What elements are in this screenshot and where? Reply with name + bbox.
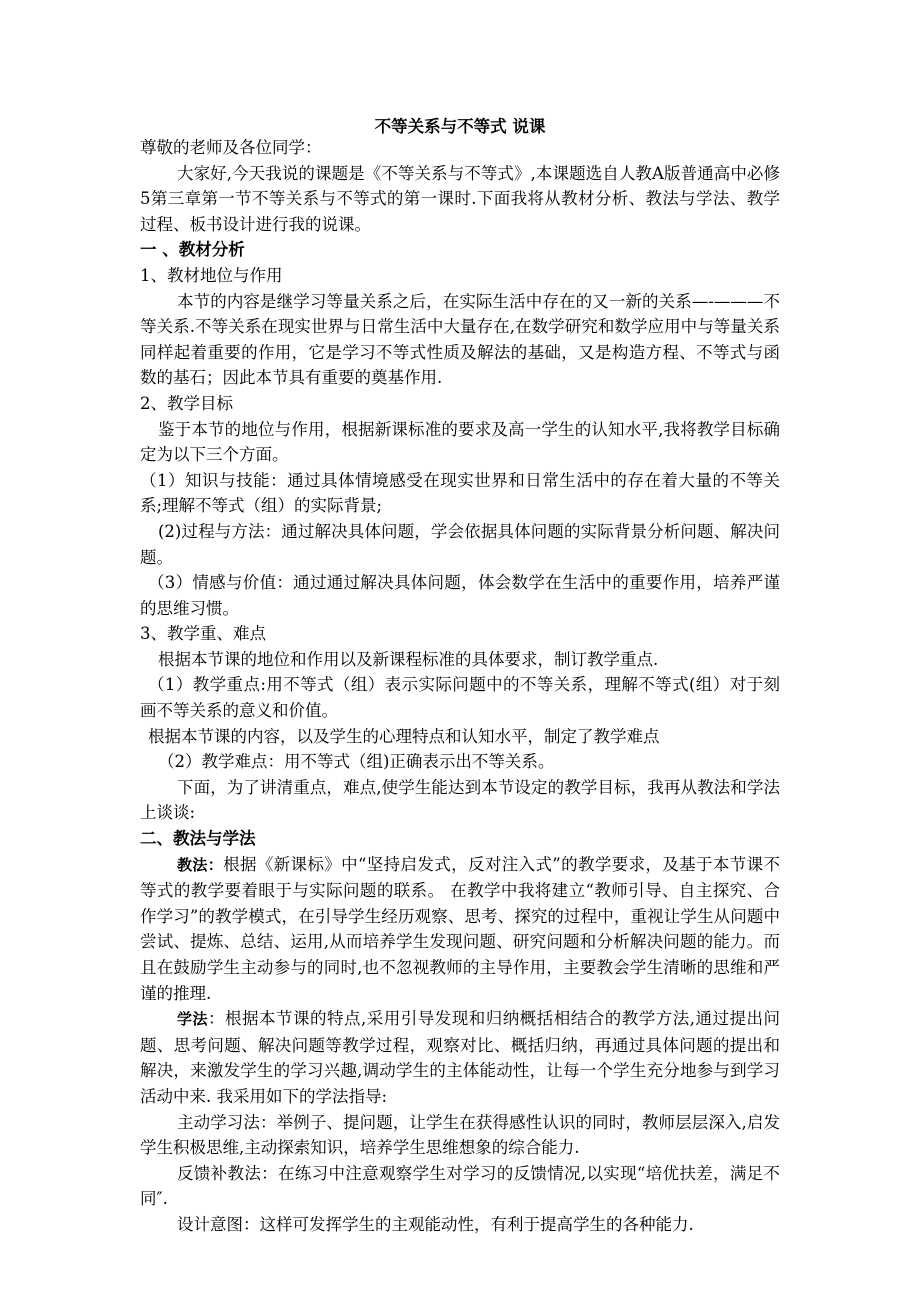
section-heading-2: 二、教法与学法 [140, 829, 256, 849]
subsection-3-text: 根据本节课的地位和作用以及新课程标准的具体要求，制订教学重点. [158, 649, 659, 669]
subsection-heading-3: 3、教学重、难点 [140, 624, 266, 644]
key-point-2: （2）教学难点：用不等式（组)正确表示出不等关系。 [158, 752, 555, 772]
teaching-method-paragraph [140, 852, 780, 1007]
learning-method-paragraph [140, 1006, 780, 1109]
learning-method-label: 学法 [177, 1010, 208, 1029]
section-heading-1-text: 一 、教材分析 [140, 240, 245, 260]
goal-2: (2)过程与方法：通过解决具体问题，学会依据具体问题的实际背景分析问题、解决问题。 [140, 521, 780, 567]
teaching-method-label: 教法： [177, 855, 224, 874]
subsection-3-text-2: 根据本节课的内容，以及学生的心理特点和认知水平，制定了教学难点 [148, 726, 660, 746]
key-point-1: （1）教学重点:用不等式（组）表示实际问题中的不等关系，理解不等式(组）对于刻画不等关系的意义和价值。 [140, 675, 780, 721]
document-title: 不等关系与不等式 说课 [374, 117, 546, 136]
goal-1: （1）知识与技能：通过具体情境感受在现实世界和日常生活中的存在着大量的不等关系;理解不等式（组）的实际背景; [140, 470, 780, 516]
design-intent: 设计意图：这样可发挥学生的主观能动性，有利于提高学生的各种能力. [177, 1214, 694, 1234]
subsection-heading-1: 1、教材地位与作用 [140, 265, 283, 285]
section-heading-1 [140, 237, 780, 263]
teaching-method-text: 根据《新课标》中“坚持启发式，反对注入式”的教学要求，及基于本节课不等式的教学要着眼于与实际问题的联系。 在教学中我将建立“教师引导、自主探究、合作学习”的教学模式，在引导学生经历观察、思考、探究的过程中，重视让学生从问题中尝试、提炼、总结、运用,从而培养学生发现问题、研究问题和分析解决问题的能力。而且在鼓励学生主动参与的同时,也不忽视教师的主导作用，主要教会学生清晰的思维和严谨的推理. [140, 854, 780, 1003]
method-feedback: 反馈补教法：在练习中注意观察学生对学习的反馈情况,以实现“培优扶差，满足不同″. [140, 1163, 780, 1209]
transition-paragraph: 下面，为了讲清重点，难点,使学生能达到本节设定的教学目标，我再从教法和学法上谈谈: [140, 777, 780, 823]
intro-paragraph: 大家好,今天我说的课题是《不等关系与不等式》,本课题选自人教A版普通高中必修5第三章第一节不等关系与不等式的第一课时.下面我将从教材分析、教法与学法、教学过程、板书设计进行我的说课。 [140, 163, 780, 234]
document-body [140, 135, 780, 1238]
goal-3: （3）情感与价值：通过通过解决具体问题，体会数学在生活中的重要作用，培养严谨的思维习惯。 [140, 573, 780, 618]
subsection-1-text: 本节的内容是继学习等量关系之后，在实际生活中存在的又一新的关系—-———不等关系.不等关系在现实世界与日常生活中大量存在,在数学研究和数学应用中与等量关系同样起着重要的作用，它是学习不等式性质及解法的基础，又是构造方程、不等式与函数的基石；因此本节具有重要的奠基作用. [140, 291, 780, 388]
subsection-2-text: 鉴于本节的地位与作用，根据新课标准的要求及高一学生的认知水平,我将教学目标确定为以下三个方面。 [140, 419, 780, 465]
subsection-heading-2: 2、教学目标 [140, 393, 233, 413]
greeting: 尊敬的老师及各位同学： [140, 138, 322, 157]
learning-method-text: ：根据本节课的特点,采用引导发现和归纳概括相结合的教学方法,通过提出问题、思考问题、解决问题等教学过程，观察对比、概括归纳，再通过具体问题的提出和解决，来激发学生的学习兴趣,调动学生的主体能动性，让每一个学生充分地参与到学习活动中来. 我采用如下的学法指导: [140, 1009, 780, 1106]
method-active-learning: 主动学习法：举例子、提问题，让学生在获得感性认识的同时，教师层层深入,启发学生积极思维,主动探索知识，培养学生思维想象的综合能力. [140, 1112, 780, 1158]
